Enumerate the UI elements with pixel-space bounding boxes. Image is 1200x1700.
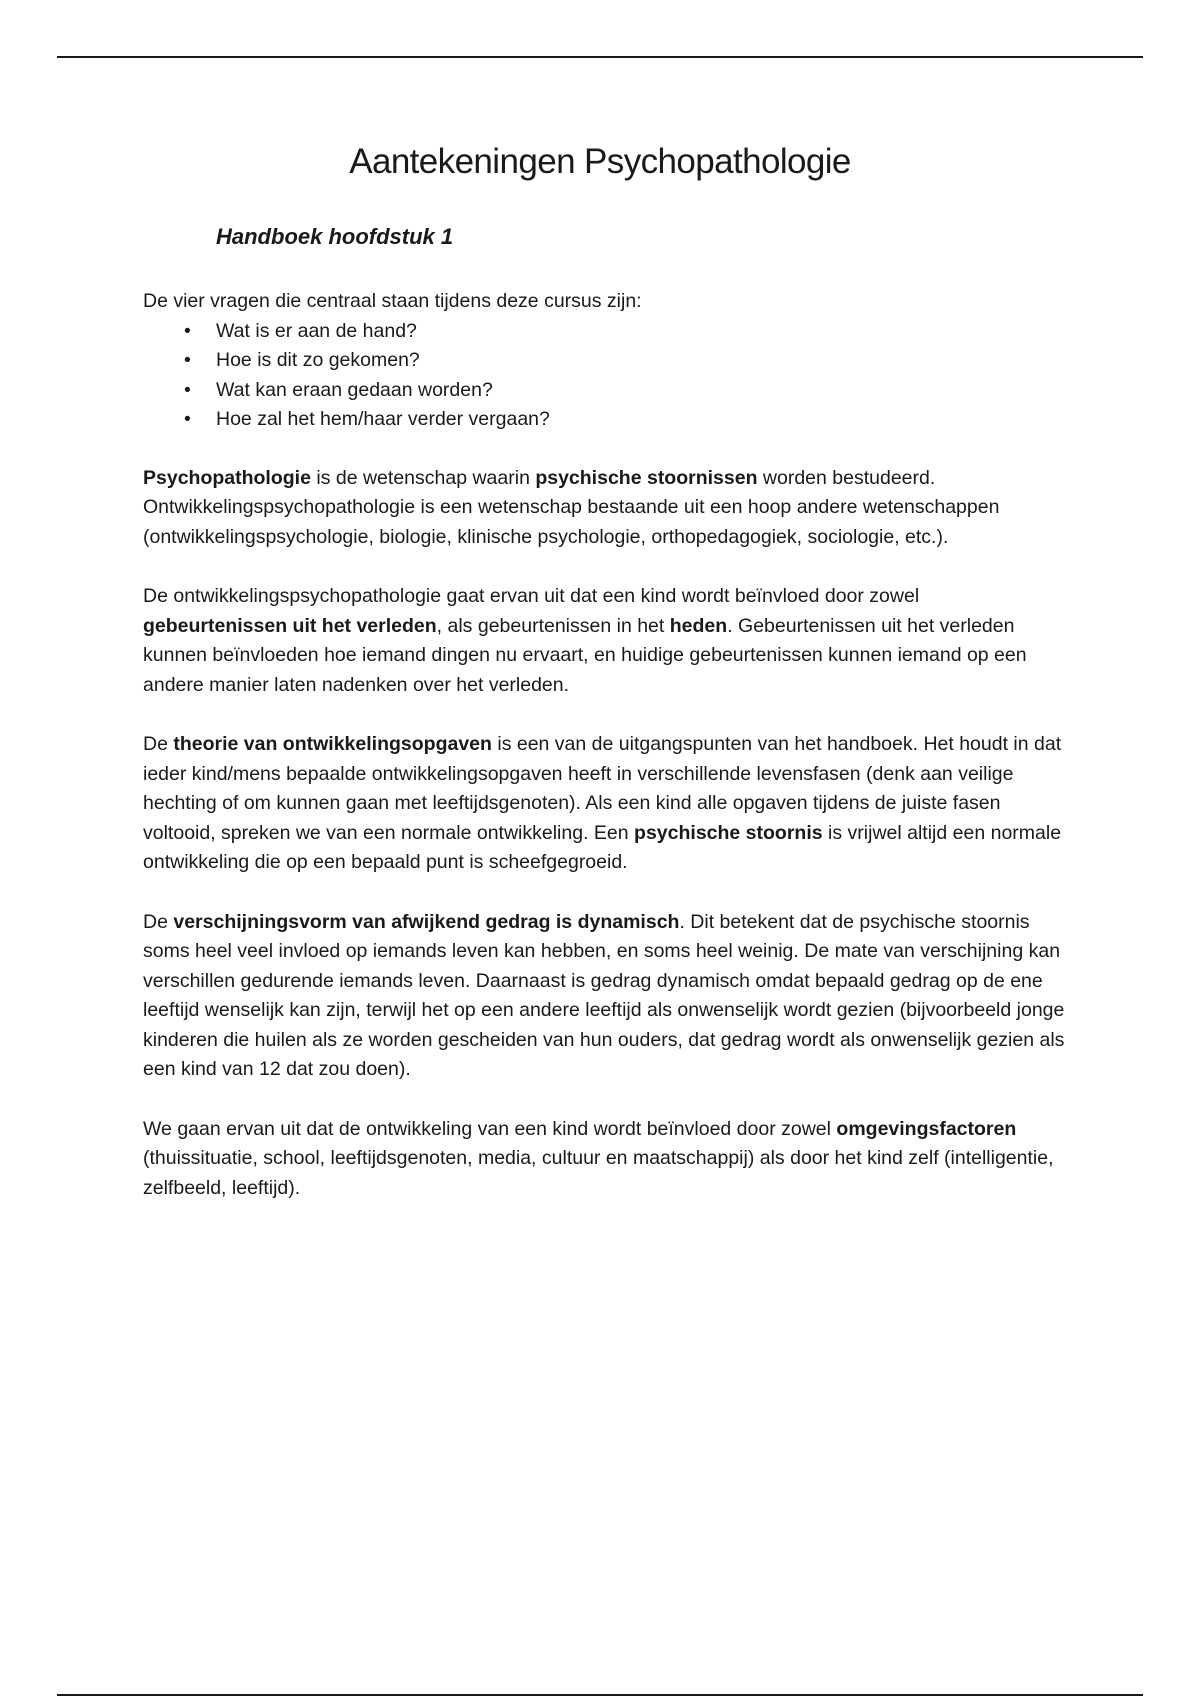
list-item: • Wat is er aan de hand? — [143, 317, 1068, 347]
paragraph-omgevingsfactoren — [143, 1115, 1068, 1204]
bold-term: psychische stoornis — [634, 821, 823, 844]
paragraph-text: is vrijwel altijd een normale ontwikkeling die op een bepaald punt is scheefgegroeid. — [143, 821, 1062, 873]
bold-term: heden — [669, 614, 728, 637]
footer-rule — [57, 1694, 1143, 1696]
bold-term: omgevingsfactoren — [836, 1117, 1017, 1140]
paragraph-ontwikkelingsopgaven — [143, 730, 1068, 878]
chapter-heading: Handboek hoofdstuk 1 — [216, 224, 454, 249]
paragraph-text: , als gebeurtenissen in het — [436, 614, 670, 637]
bold-term: psychische stoornissen — [535, 466, 758, 489]
document-title: Aantekeningen Psychopathologie — [349, 142, 851, 181]
list-item: • Hoe zal het hem/haar verder vergaan? — [143, 405, 1068, 435]
list-item: • Wat kan eraan gedaan worden? — [143, 376, 1068, 406]
paragraph-text: . Gebeurtenissen uit het verleden kunnen beïnvloeden hoe iemand dingen nu ervaart, en huidige gebeurtenissen kunnen iemand op een andere manier laten nadenken over het verleden. — [143, 614, 1027, 696]
paragraph-psychopathologie — [143, 464, 1068, 553]
bold-term: theorie van ontwikkelingsopgaven — [173, 733, 492, 755]
questions-list — [143, 317, 1068, 435]
paragraph-text: We gaan ervan uit dat de ontwikkeling van een kind wordt beïnvloed door zowel — [143, 1117, 837, 1140]
paragraph-text: . Dit betekent dat de psychische stoornis soms heel veel invloed op iemands leven kan hebben, en soms heel weinig. De mate van verschijning kan verschillen gedurende iemands leven. Daarnaast is gedrag dynamisch omdat bepaald gedrag op de ene leeftijd wenselijk kan zijn, terwijl het op een andere leeftijd als onwenselijk wordt gezien (bijvoorbeeld jonge kinderen die huilen als ze worden gescheiden van hun ouders, dat gedrag wordt als onwenselijk gezien als een kind van 12 dat zou doen). — [143, 910, 1065, 1080]
intro-text: De vier vragen die centraal staan tijdens deze cursus zijn: — [143, 290, 642, 312]
paragraph-text: (thuissituatie, school, leeftijdsgenoten, media, cultuur en maatschappij) als door het kind zelf (intelligentie, zelfbeeld, leeftijd). — [143, 1147, 1054, 1199]
bold-term: Psychopathologie — [143, 466, 311, 489]
bold-term: verschijningsvorm van afwijkend gedrag is dynamisch — [173, 910, 680, 933]
paragraph-text: De ontwikkelingspsychopathologie gaat ervan uit dat een kind wordt beïnvloed door zowel — [143, 585, 920, 607]
bold-term: gebeurtenissen uit het verleden — [143, 614, 437, 637]
paragraph-text: De — [143, 733, 174, 755]
paragraph-verschijningsvorm — [143, 908, 1068, 1085]
header-rule — [57, 56, 1143, 58]
paragraph-text: De — [143, 910, 174, 933]
paragraph-text: is een van de uitgangspunten van het handboek. Het houdt in dat ieder kind/mens bepaalde ontwikkelingsopgaven heeft in verschillende levensfasen (denk aan veilige hechting of om kunnen gaan met leeftijdsgenoten). Als een kind alle opgaven tijdens de juiste fasen voltooid, spreken we van een normale ontwikkeling. Een — [143, 733, 1062, 844]
document-body — [143, 287, 1068, 1203]
list-item: • Hoe is dit zo gekomen? — [143, 346, 1068, 376]
paragraph-text: is de wetenschap waarin — [310, 466, 536, 489]
paragraph-text: worden bestudeerd. Ontwikkelingspsychopathologie is een wetenschap bestaande uit een hoop andere wetenschappen (ontwikkelingspsychologie, biologie, klinische psychologie, orthopedagogiek, sociologie, etc.). — [143, 466, 1000, 548]
paragraph-ontwikkeling — [143, 582, 1068, 700]
